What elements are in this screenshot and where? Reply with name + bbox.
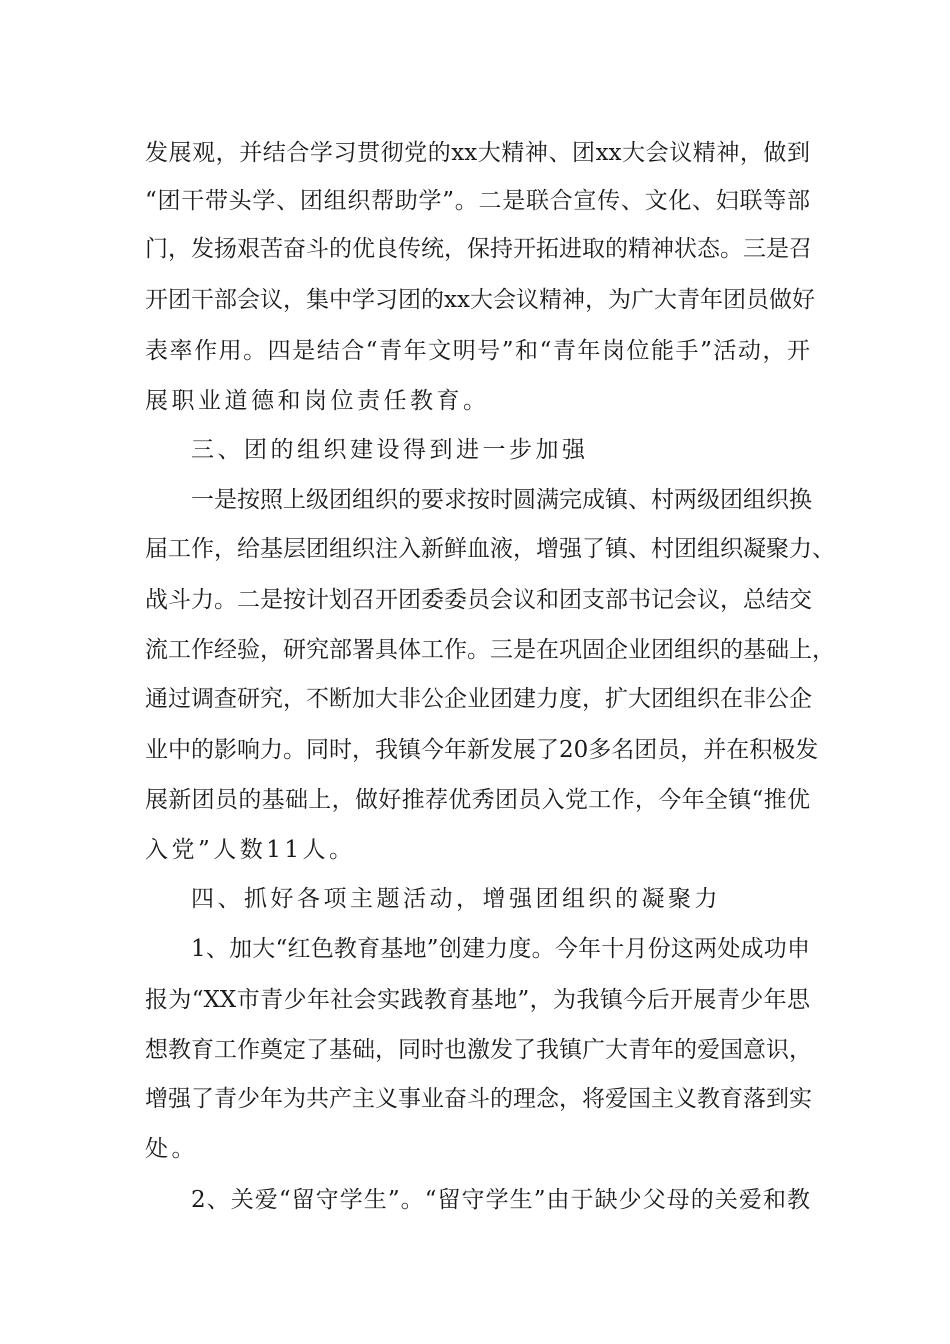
text-line: 增强了青少年为共产主义事业奋斗的理念，将爱国主义教育落到实	[145, 1086, 812, 1112]
paragraph-first-line: 1、加大“红色教育基地”创建力度。今年十月份这两处成功申	[191, 936, 810, 962]
text-line: 展职业道德和岗位责任教育。	[145, 388, 490, 414]
text-line: 发展观，并结合学习贯彻党的xx大精神、团xx大会议精神，做到	[145, 140, 810, 166]
text-line: 处。	[145, 1136, 198, 1162]
text-line: 战斗力。二是按计划召开团委委员会议和团支部书记会议，总结交	[145, 587, 812, 613]
text-line: 业中的影响力。同时，我镇今年新发展了20多名团员，并在积极发	[145, 737, 819, 763]
text-line: 届工作，给基层团组织注入新鲜血液，增强了镇、村团组织凝聚力、	[145, 536, 835, 562]
text-line: 报为“XX市青少年社会实践教育基地”，为我镇今后开展青少年思	[145, 987, 810, 1013]
text-line: 通过调查研究，不断加大非公企业团建力度，扩大团组织在非公企	[145, 686, 812, 712]
text-line: 表率作用。四是结合“青年文明号”和“青年岗位能手”活动，开	[145, 338, 810, 364]
paragraph-first-line: 2、关爱“留守学生”。“留守学生”由于缺少父母的关爱和教	[191, 1187, 810, 1213]
text-line: 流工作经验，研究部署具体工作。三是在巩固企业团组织的基础上，	[145, 637, 835, 663]
section-heading: 四、抓好各项主题活动，增强团组织的凝聚力	[191, 886, 721, 912]
paragraph-first-line: 一是按照上级团组织的要求按时圆满完成镇、村两级团组织换	[191, 487, 812, 513]
text-line: 展新团员的基础上，做好推荐优秀团员入党工作，今年全镇“推优	[145, 787, 810, 813]
text-line: 门，发扬艰苦奋斗的优良传统，保持开拓进取的精神状态。三是召	[145, 236, 812, 262]
text-line: 开团干部会议，集中学习团的xx大会议精神，为广大青年团员做好	[145, 287, 815, 313]
text-line: 入党”人数11人。	[145, 837, 356, 863]
text-line: 想教育工作奠定了基础，同时也激发了我镇广大青年的爱国意识，	[145, 1037, 812, 1063]
section-heading: 三、团的组织建设得到进一步加强	[191, 437, 589, 463]
text-line: “团干带头学、团组织帮助学”。二是联合宣传、文化、妇联等部	[145, 188, 810, 214]
